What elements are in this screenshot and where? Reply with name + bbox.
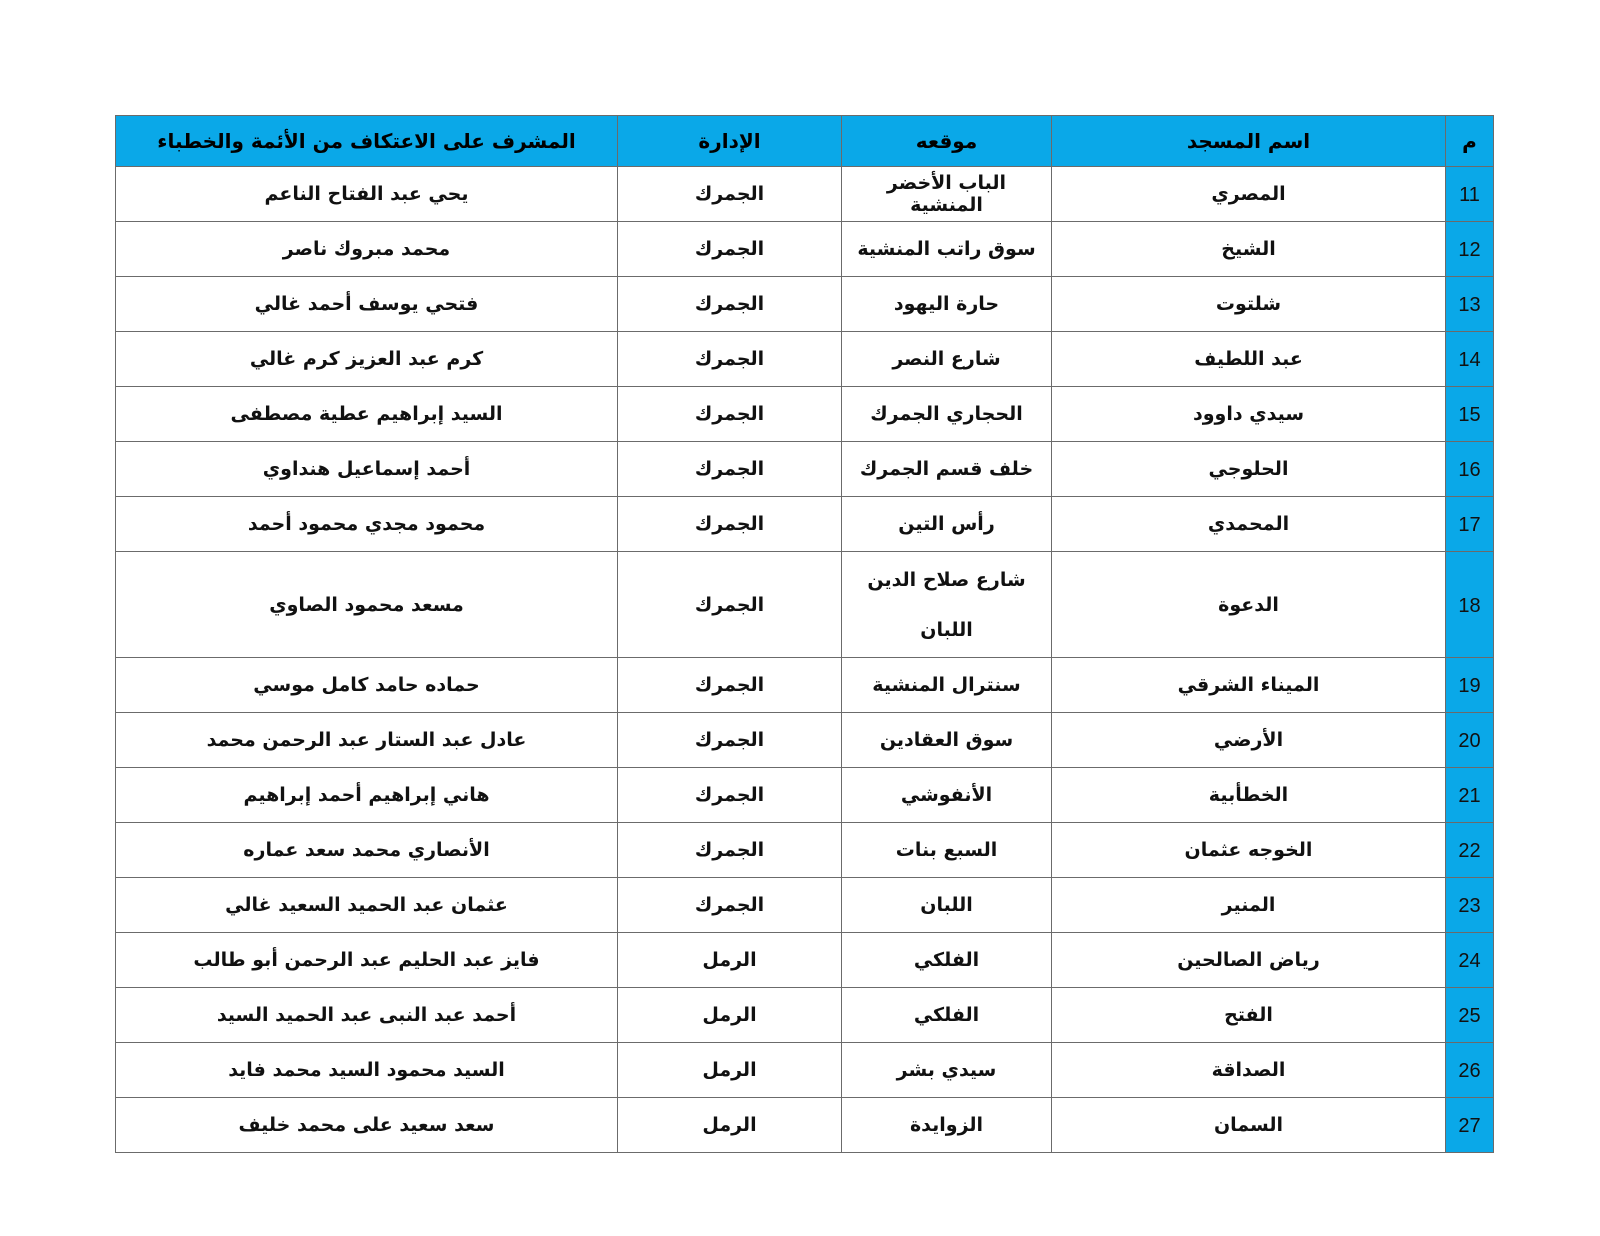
cell-location: الفلكي bbox=[842, 988, 1052, 1043]
cell-supervisor: حماده حامد كامل موسي bbox=[116, 658, 618, 713]
cell-supervisor: السيد محمود السيد محمد فايد bbox=[116, 1043, 618, 1098]
header-num: م bbox=[1446, 116, 1494, 167]
cell-mosque-name: الخطأبية bbox=[1052, 768, 1446, 823]
cell-mosque-name: عبد اللطيف bbox=[1052, 332, 1446, 387]
cell-num: 24 bbox=[1446, 933, 1494, 988]
cell-location: رأس التين bbox=[842, 497, 1052, 552]
cell-supervisor: الأنصاري محمد سعد عماره bbox=[116, 823, 618, 878]
cell-administration: الجمرك bbox=[618, 658, 842, 713]
table-row bbox=[116, 387, 1494, 442]
table-row bbox=[116, 878, 1494, 933]
cell-supervisor: سعد سعيد على محمد خليف bbox=[116, 1098, 618, 1153]
cell-num: 22 bbox=[1446, 823, 1494, 878]
cell-administration: الرمل bbox=[618, 1098, 842, 1153]
cell-supervisor: أحمد إسماعيل هنداوي bbox=[116, 442, 618, 497]
cell-num: 25 bbox=[1446, 988, 1494, 1043]
cell-supervisor: مسعد محمود الصاوي bbox=[116, 552, 618, 658]
cell-supervisor: عثمان عبد الحميد السعيد غالي bbox=[116, 878, 618, 933]
cell-num: 26 bbox=[1446, 1043, 1494, 1098]
cell-mosque-name: الحلوجي bbox=[1052, 442, 1446, 497]
cell-num: 15 bbox=[1446, 387, 1494, 442]
cell-administration: الرمل bbox=[618, 1043, 842, 1098]
cell-location: سيدي بشر bbox=[842, 1043, 1052, 1098]
header-mosque-name: اسم المسجد bbox=[1052, 116, 1446, 167]
cell-administration: الجمرك bbox=[618, 222, 842, 277]
cell-location: الأنفوشي bbox=[842, 768, 1052, 823]
cell-administration: الجمرك bbox=[618, 878, 842, 933]
cell-num: 27 bbox=[1446, 1098, 1494, 1153]
cell-num: 13 bbox=[1446, 277, 1494, 332]
cell-location: السبع بنات bbox=[842, 823, 1052, 878]
cell-mosque-name: رياض الصالحين bbox=[1052, 933, 1446, 988]
table-row bbox=[116, 1098, 1494, 1153]
header-administration: الإدارة bbox=[618, 116, 842, 167]
cell-administration: الجمرك bbox=[618, 167, 842, 222]
cell-location: اللبان bbox=[842, 878, 1052, 933]
cell-administration: الجمرك bbox=[618, 332, 842, 387]
table-row bbox=[116, 933, 1494, 988]
mosque-table bbox=[115, 115, 1494, 1153]
cell-location: الزوايدة bbox=[842, 1098, 1052, 1153]
cell-num: 11 bbox=[1446, 167, 1494, 222]
cell-administration: الجمرك bbox=[618, 277, 842, 332]
cell-supervisor: محمد مبروك ناصر bbox=[116, 222, 618, 277]
cell-location: شارع صلاح الدين اللبان bbox=[842, 552, 1052, 658]
cell-location: سوق العقادين bbox=[842, 713, 1052, 768]
cell-administration: الرمل bbox=[618, 933, 842, 988]
table-header-row bbox=[116, 116, 1494, 167]
cell-num: 12 bbox=[1446, 222, 1494, 277]
cell-mosque-name: الميناء الشرقي bbox=[1052, 658, 1446, 713]
cell-supervisor: هاني إبراهيم أحمد إبراهيم bbox=[116, 768, 618, 823]
cell-administration: الجمرك bbox=[618, 387, 842, 442]
cell-administration: الجمرك bbox=[618, 442, 842, 497]
cell-mosque-name: الصداقة bbox=[1052, 1043, 1446, 1098]
cell-location: خلف قسم الجمرك bbox=[842, 442, 1052, 497]
table-row bbox=[116, 277, 1494, 332]
cell-supervisor: فايز عبد الحليم عبد الرحمن أبو طالب bbox=[116, 933, 618, 988]
table-row bbox=[116, 442, 1494, 497]
cell-administration: الجمرك bbox=[618, 823, 842, 878]
cell-supervisor: فتحي يوسف أحمد غالي bbox=[116, 277, 618, 332]
cell-supervisor: أحمد عبد النبى عبد الحميد السيد bbox=[116, 988, 618, 1043]
table-row bbox=[116, 988, 1494, 1043]
cell-location: الباب الأخضر المنشية bbox=[842, 167, 1052, 222]
cell-administration: الجمرك bbox=[618, 552, 842, 658]
table-row bbox=[116, 1043, 1494, 1098]
table-row bbox=[116, 332, 1494, 387]
cell-num: 18 bbox=[1446, 552, 1494, 658]
cell-num: 20 bbox=[1446, 713, 1494, 768]
cell-mosque-name: السمان bbox=[1052, 1098, 1446, 1153]
cell-mosque-name: الفتح bbox=[1052, 988, 1446, 1043]
cell-num: 19 bbox=[1446, 658, 1494, 713]
table-row bbox=[116, 768, 1494, 823]
cell-location: شارع النصر bbox=[842, 332, 1052, 387]
cell-num: 23 bbox=[1446, 878, 1494, 933]
header-location: موقعه bbox=[842, 116, 1052, 167]
cell-num: 21 bbox=[1446, 768, 1494, 823]
table-row bbox=[116, 658, 1494, 713]
cell-mosque-name: الشيخ bbox=[1052, 222, 1446, 277]
table-row bbox=[116, 167, 1494, 222]
table-row bbox=[116, 497, 1494, 552]
table-row bbox=[116, 222, 1494, 277]
cell-mosque-name: الأرضي bbox=[1052, 713, 1446, 768]
cell-mosque-name: سيدي داوود bbox=[1052, 387, 1446, 442]
cell-supervisor: محمود مجدي محمود أحمد bbox=[116, 497, 618, 552]
cell-supervisor: عادل عبد الستار عبد الرحمن محمد bbox=[116, 713, 618, 768]
cell-location: سنترال المنشية bbox=[842, 658, 1052, 713]
cell-num: 17 bbox=[1446, 497, 1494, 552]
cell-administration: الجمرك bbox=[618, 768, 842, 823]
cell-mosque-name: شلتوت bbox=[1052, 277, 1446, 332]
cell-location: الحجاري الجمرك bbox=[842, 387, 1052, 442]
cell-supervisor: يحي عبد الفتاح الناعم bbox=[116, 167, 618, 222]
cell-num: 16 bbox=[1446, 442, 1494, 497]
table-row bbox=[116, 823, 1494, 878]
table-row bbox=[116, 713, 1494, 768]
mosque-table-container bbox=[115, 115, 1493, 1153]
cell-administration: الرمل bbox=[618, 988, 842, 1043]
header-supervisor: المشرف على الاعتكاف من الأئمة والخطباء bbox=[116, 116, 618, 167]
cell-location: الفلكي bbox=[842, 933, 1052, 988]
table-row bbox=[116, 552, 1494, 658]
cell-num: 14 bbox=[1446, 332, 1494, 387]
cell-location: سوق راتب المنشية bbox=[842, 222, 1052, 277]
cell-mosque-name: الخوجه عثمان bbox=[1052, 823, 1446, 878]
cell-administration: الجمرك bbox=[618, 713, 842, 768]
cell-supervisor: كرم عبد العزيز كرم غالي bbox=[116, 332, 618, 387]
cell-mosque-name: المصري bbox=[1052, 167, 1446, 222]
cell-supervisor: السيد إبراهيم عطية مصطفى bbox=[116, 387, 618, 442]
cell-administration: الجمرك bbox=[618, 497, 842, 552]
cell-mosque-name: المحمدي bbox=[1052, 497, 1446, 552]
cell-mosque-name: الدعوة bbox=[1052, 552, 1446, 658]
cell-mosque-name: المنير bbox=[1052, 878, 1446, 933]
cell-location: حارة اليهود bbox=[842, 277, 1052, 332]
